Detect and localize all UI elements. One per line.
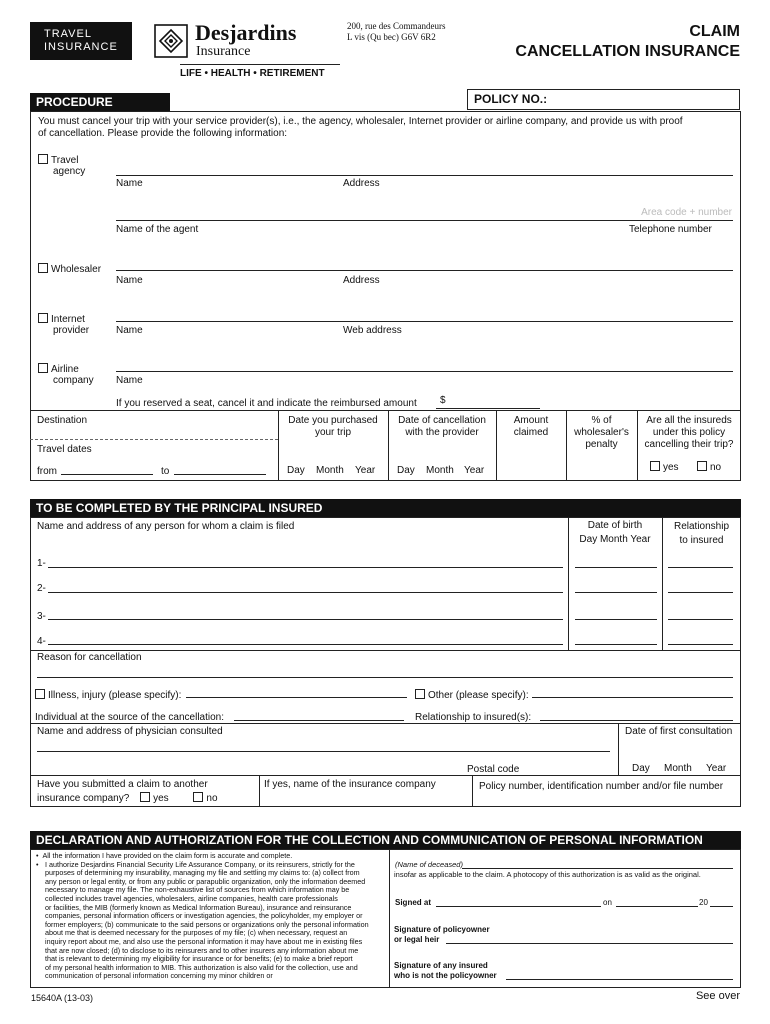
amount-claimed-line-2: claimed bbox=[513, 427, 549, 438]
signed-date-field[interactable] bbox=[616, 906, 698, 907]
tagline: LIFE • HEALTH • RETIREMENT bbox=[180, 68, 325, 79]
relationship-line-1: Relationship bbox=[673, 521, 730, 532]
policy-number-label: POLICY NO.: bbox=[474, 92, 548, 106]
other-field[interactable] bbox=[532, 697, 733, 698]
trip-table-top-rule bbox=[30, 410, 741, 411]
physician-field[interactable] bbox=[37, 751, 610, 752]
other-option[interactable] bbox=[415, 689, 529, 702]
agency-name-field[interactable] bbox=[116, 175, 733, 176]
claimant-row-3-relationship[interactable] bbox=[668, 619, 733, 620]
date-purchased-header bbox=[278, 415, 388, 439]
submitted-yes-checkbox[interactable] bbox=[140, 792, 150, 802]
claimants-label: Name and address of any person for whom a claim is filed bbox=[37, 521, 295, 532]
insured-sig-line-1: Signature of any insured bbox=[394, 961, 488, 970]
telephone-label: Telephone number bbox=[629, 224, 712, 235]
from-date-field[interactable] bbox=[61, 474, 153, 475]
all-insureds-no-label: no bbox=[710, 462, 722, 473]
amount-claimed-header bbox=[496, 415, 566, 439]
desjardins-logo-icon bbox=[154, 24, 188, 58]
claimant-row-4-field[interactable] bbox=[48, 644, 563, 645]
form-title-line-1: CLAIM bbox=[689, 23, 740, 40]
relationship-insured-label: Relationship to insured(s): bbox=[415, 712, 532, 723]
to-label: to bbox=[161, 466, 170, 477]
decl-line-9: about me that is deemed necessary for the purposes of my file; (c) when necessary, request an bbox=[45, 928, 348, 938]
claimant-row-2-field[interactable] bbox=[48, 592, 563, 593]
claimant-row-2-label: 2- bbox=[37, 583, 46, 594]
all-insureds-yes-label: yes bbox=[663, 462, 679, 473]
physician-label: Name and address of physician consulted bbox=[37, 726, 223, 737]
insurer-divider-2 bbox=[472, 775, 473, 807]
relationship-insured-field[interactable] bbox=[540, 720, 733, 721]
travel-agency-label-2: agency bbox=[53, 166, 86, 177]
penalty-header bbox=[566, 415, 637, 451]
penalty-line-3: penalty bbox=[585, 439, 618, 450]
web-address-label: Web address bbox=[343, 325, 402, 336]
wholesaler-name-label: Name bbox=[116, 275, 143, 286]
decl-line-12: that is relevant to determining my eligibility for insurance or for benefits; (e) to make a brief report bbox=[45, 954, 353, 964]
procedure-intro bbox=[38, 116, 683, 140]
badge-line-1: TRAVEL bbox=[44, 28, 92, 40]
deceased-name-field[interactable] bbox=[462, 868, 733, 869]
relationship-header bbox=[662, 520, 741, 548]
agency-name-label: Name bbox=[116, 178, 143, 189]
wholesaler-option[interactable] bbox=[38, 263, 101, 276]
to-date-field[interactable] bbox=[174, 474, 266, 475]
intro-line-2: of cancellation. Please provide the following information: bbox=[38, 128, 288, 139]
agent-name-label: Name of the agent bbox=[116, 224, 199, 235]
claimant-row-1-relationship[interactable] bbox=[668, 567, 733, 568]
claimant-row-2-dob[interactable] bbox=[575, 592, 657, 593]
internet-provider-name-field[interactable] bbox=[116, 321, 733, 322]
decl-line-4: necessary to manage my file. The non-exhaustive list of sources from which information may be bbox=[45, 885, 350, 895]
area-code-placeholder: Area code + number bbox=[641, 207, 732, 218]
illness-option[interactable] bbox=[35, 689, 181, 702]
from-label: from bbox=[37, 466, 57, 477]
other-insurer-label: If yes, name of the insurance company bbox=[264, 779, 436, 790]
photocopy-note: insofar as applicable to the claim. A photocopy of this authorization is as valid as the original. bbox=[394, 870, 701, 879]
claimant-row-2-relationship[interactable] bbox=[668, 592, 733, 593]
submitted-claim-label-1: Have you submitted a claim to another bbox=[37, 779, 208, 790]
brand-rule bbox=[180, 64, 340, 65]
declaration-bullet-2: • I authorize Desjardins Financial Security Life Assurance Company, or its reinsurers, strictly for the purposes of determining my insurability, managing my file and settling my claims to: (a) collect from any person or legal entity, or from any public or parapublic organization, only the information deemed necessary to manage my file. The non-exhaustive list of sources from which information may be collected includes travel agencies, wholesalers, airline companies, health care professionals or facilities, the MIB (formerly known as Medical Information Bureau), insurance and reinsurance companies, personal information officers or investigation agencies, the policyholder, my employer or former employers; (b) communicate to the said persons or organizations only the personal information about me that is deemed necessary for the purposes of my file; (c) when necessary, request an inquiry report about me, and also use the personal information it may have about me in existing files that are now closed; (d) to disclose to its reinsurers and to other insurers any information about me that is relevant to determining my eligibility for insurance or for benefits; (e) to make a brief report of my personal health information to MIB. This authorization is also valid for the collection, use and communication of personal information concerning my minor children or bbox=[36, 861, 386, 981]
policyowner-signature-field[interactable] bbox=[446, 943, 733, 944]
all-insureds-line-1: Are all the insureds bbox=[646, 415, 732, 426]
decl-line-7: companies, personal information officers or investigation agencies, the policyholder, my employer or bbox=[45, 911, 363, 921]
cancellation-day: Day bbox=[397, 465, 415, 476]
dob-dmy-header: Day Month Year bbox=[579, 534, 651, 545]
decl-line-5: collected includes travel agencies, wholesalers, airline companies, health care professionals bbox=[45, 893, 338, 903]
airline-label-2: company bbox=[53, 375, 94, 386]
cancellation-month: Month bbox=[426, 465, 454, 476]
all-insureds-no[interactable] bbox=[697, 461, 721, 474]
wholesaler-name-field[interactable] bbox=[116, 270, 733, 271]
brand-subtitle: Insurance bbox=[196, 44, 251, 59]
signed-year-prefix: 20 bbox=[699, 898, 708, 907]
decl-line-13: of my personal health information to MIB. This authorization is also valid for the collection, use and bbox=[45, 962, 358, 972]
consult-day: Day bbox=[632, 763, 650, 774]
declaration-text bbox=[36, 852, 386, 981]
airline-label-1: Airline bbox=[51, 364, 79, 375]
reimbursed-amount-field[interactable] bbox=[436, 408, 540, 409]
relationship-line-2: to insured bbox=[679, 535, 724, 546]
claimant-row-3-field[interactable] bbox=[48, 619, 563, 620]
claimant-row-1-dob[interactable] bbox=[575, 567, 657, 568]
decl-line-14: communication of personal information concerning my minor children or bbox=[45, 971, 273, 981]
submitted-no-label: no bbox=[206, 793, 218, 804]
claimant-row-4-dob[interactable] bbox=[575, 644, 657, 645]
decl-line-8: former employers; (b) communicate to the said persons or organizations only the personal information bbox=[45, 919, 369, 929]
submitted-claim-row bbox=[37, 792, 218, 805]
decl-line-2: purposes of determining my insurability, managing my file and settling my claims to: (a) collect from bbox=[45, 868, 360, 878]
wholesaler-label: Wholesaler bbox=[51, 264, 102, 275]
consult-divider bbox=[618, 723, 619, 775]
date-cancellation-line-1: Date of cancellation bbox=[398, 415, 486, 426]
principal-heading: TO BE COMPLETED BY THE PRINCIPAL INSURED bbox=[30, 499, 741, 517]
physician-top-rule bbox=[30, 723, 741, 724]
other-claim-top-rule bbox=[30, 775, 741, 776]
internet-provider-checkbox[interactable] bbox=[38, 313, 48, 323]
internet-provider-label-2: provider bbox=[53, 325, 90, 336]
destination-label: Destination bbox=[37, 415, 88, 426]
all-insureds-header bbox=[637, 415, 741, 451]
internet-provider-name-label: Name bbox=[116, 325, 143, 336]
agent-name-field[interactable] bbox=[116, 220, 733, 221]
submitted-yes[interactable] bbox=[140, 793, 169, 804]
amount-claimed-line-1: Amount bbox=[513, 415, 549, 426]
reimbursed-seat-label: If you reserved a seat, cancel it and indicate the reimbursed amount bbox=[116, 398, 417, 409]
illness-checkbox[interactable] bbox=[35, 689, 45, 699]
individual-source-label: Individual at the source of the cancellation: bbox=[35, 712, 225, 723]
illness-label: Illness, injury (please specify): bbox=[48, 690, 182, 701]
travel-insurance-badge bbox=[30, 22, 132, 60]
declaration-divider bbox=[389, 849, 390, 988]
insured-sig-line-2: who is not the policyowner bbox=[394, 971, 497, 980]
deceased-label: (Name of deceased) bbox=[395, 860, 463, 869]
badge-line-2: INSURANCE bbox=[44, 41, 118, 53]
claimant-row-3-label: 3- bbox=[37, 611, 46, 622]
submitted-no[interactable] bbox=[193, 793, 217, 804]
destination-divider bbox=[30, 439, 278, 440]
decl-line-1: I authorize Desjardins Financial Security Life Assurance Company, or its reinsurers, strictly for the bbox=[45, 859, 355, 869]
form-title bbox=[515, 22, 740, 62]
address-line-2: L vis (Qu bec) G6V 6R2 bbox=[347, 32, 436, 42]
consult-year: Year bbox=[706, 763, 727, 774]
form-code: 15640A (13-03) bbox=[31, 993, 94, 1003]
claimant-row-4-relationship[interactable] bbox=[668, 644, 733, 645]
policy-identification-label: Policy number, identification number and/or file number bbox=[479, 781, 724, 792]
claimant-row-3-dob[interactable] bbox=[575, 619, 657, 620]
claimant-row-1-field[interactable] bbox=[48, 567, 563, 568]
travel-dates-label: Travel dates bbox=[37, 444, 92, 455]
date-purchased-line-2: your trip bbox=[314, 427, 352, 438]
airline-name-field[interactable] bbox=[116, 371, 733, 372]
other-checkbox[interactable] bbox=[415, 689, 425, 699]
airline-name-label: Name bbox=[116, 375, 143, 386]
all-insureds-line-3: cancelling their trip? bbox=[644, 439, 734, 450]
date-purchased-line-1: Date you purchased bbox=[288, 415, 378, 426]
wholesaler-checkbox[interactable] bbox=[38, 263, 48, 273]
purchased-year: Year bbox=[355, 465, 376, 476]
form-title-line-2: CANCELLATION INSURANCE bbox=[515, 43, 740, 60]
submitted-yes-label: yes bbox=[153, 793, 169, 804]
decl-line-10: inquiry report about me, and also use the personal information it may have about me in existing files bbox=[45, 936, 363, 946]
postal-code-label: Postal code bbox=[467, 764, 520, 775]
reason-label: Reason for cancellation bbox=[37, 652, 142, 663]
all-insureds-yes-checkbox[interactable] bbox=[650, 461, 660, 471]
signed-at-field[interactable] bbox=[436, 906, 601, 907]
dollar-sign: $ bbox=[440, 395, 446, 406]
procedure-heading: PROCEDURE bbox=[30, 93, 170, 111]
intro-line-1: You must cancel your trip with your service provider(s), i.e., the agency, wholesaler, Internet provider or airline company, and provide us with proof bbox=[38, 116, 683, 127]
see-over-label: See over bbox=[695, 990, 740, 1002]
submitted-claim-label-2: insurance company? bbox=[37, 793, 130, 804]
policyowner-signature-label bbox=[394, 925, 490, 945]
travel-agency-label-1: Travel bbox=[51, 155, 79, 166]
insured-signature-label bbox=[394, 961, 497, 981]
policyowner-sig-line-2: or legal heir bbox=[394, 935, 440, 944]
declaration-bullet-1: • All the information I have provided on the claim form is accurate and complete. bbox=[36, 851, 293, 860]
claimant-row-1-label: 1- bbox=[37, 558, 46, 569]
address-line-1: 200, rue des Commandeurs bbox=[347, 21, 446, 31]
wholesaler-address-label: Address bbox=[343, 275, 380, 286]
signed-at-label: Signed at bbox=[395, 898, 432, 907]
all-insureds-no-checkbox[interactable] bbox=[697, 461, 707, 471]
airline-checkbox[interactable] bbox=[38, 363, 48, 373]
agency-address-label: Address bbox=[343, 178, 380, 189]
decl-line-3: any person or legal entity, or from any public or parapublic organization, only the information deemed bbox=[45, 876, 366, 886]
policyowner-sig-line-1: Signature of policyowner bbox=[394, 925, 490, 934]
claimants-bottom-rule bbox=[30, 650, 741, 651]
brand-name: Desjardins bbox=[195, 20, 297, 45]
all-insureds-yes[interactable] bbox=[650, 461, 679, 474]
penalty-line-1: % of bbox=[591, 415, 612, 426]
policy-number-box[interactable] bbox=[467, 89, 740, 110]
purchased-day: Day bbox=[287, 465, 305, 476]
declaration-heading: DECLARATION AND AUTHORIZATION FOR THE COLLECTION AND COMMUNICATION OF PERSONAL INFORMATION bbox=[30, 831, 741, 849]
signed-year-field[interactable] bbox=[710, 906, 733, 907]
cancellation-year: Year bbox=[464, 465, 485, 476]
reason-field[interactable] bbox=[37, 677, 733, 678]
submitted-no-checkbox[interactable] bbox=[193, 792, 203, 802]
insurer-divider-1 bbox=[259, 775, 260, 807]
signed-on-label: on bbox=[603, 898, 612, 907]
date-cancellation-header bbox=[388, 415, 496, 439]
company-address bbox=[347, 21, 445, 43]
consult-month: Month bbox=[664, 763, 692, 774]
insured-signature-field[interactable] bbox=[506, 979, 733, 980]
claimant-row-4-label: 4- bbox=[37, 636, 46, 647]
decl-line-11: that are now closed; (d) to disclose to its reinsurers and to other insurers any information about me bbox=[45, 945, 359, 955]
purchased-month: Month bbox=[316, 465, 344, 476]
illness-field[interactable] bbox=[186, 697, 407, 698]
decl-line-6: or facilities, the MIB (formerly known as Medical Information Bureau), insurance and reinsurance bbox=[45, 902, 352, 912]
travel-agency-checkbox[interactable] bbox=[38, 154, 48, 164]
first-consult-label: Date of first consultation bbox=[625, 726, 733, 737]
date-cancellation-line-2: with the provider bbox=[405, 427, 479, 438]
other-label: Other (please specify): bbox=[428, 690, 529, 701]
penalty-line-2: wholesaler's bbox=[574, 427, 629, 438]
dob-header: Date of birth bbox=[587, 520, 643, 531]
internet-provider-label-1: Internet bbox=[51, 314, 85, 325]
all-insureds-line-2: under this policy bbox=[652, 427, 726, 438]
individual-source-field[interactable] bbox=[234, 720, 404, 721]
